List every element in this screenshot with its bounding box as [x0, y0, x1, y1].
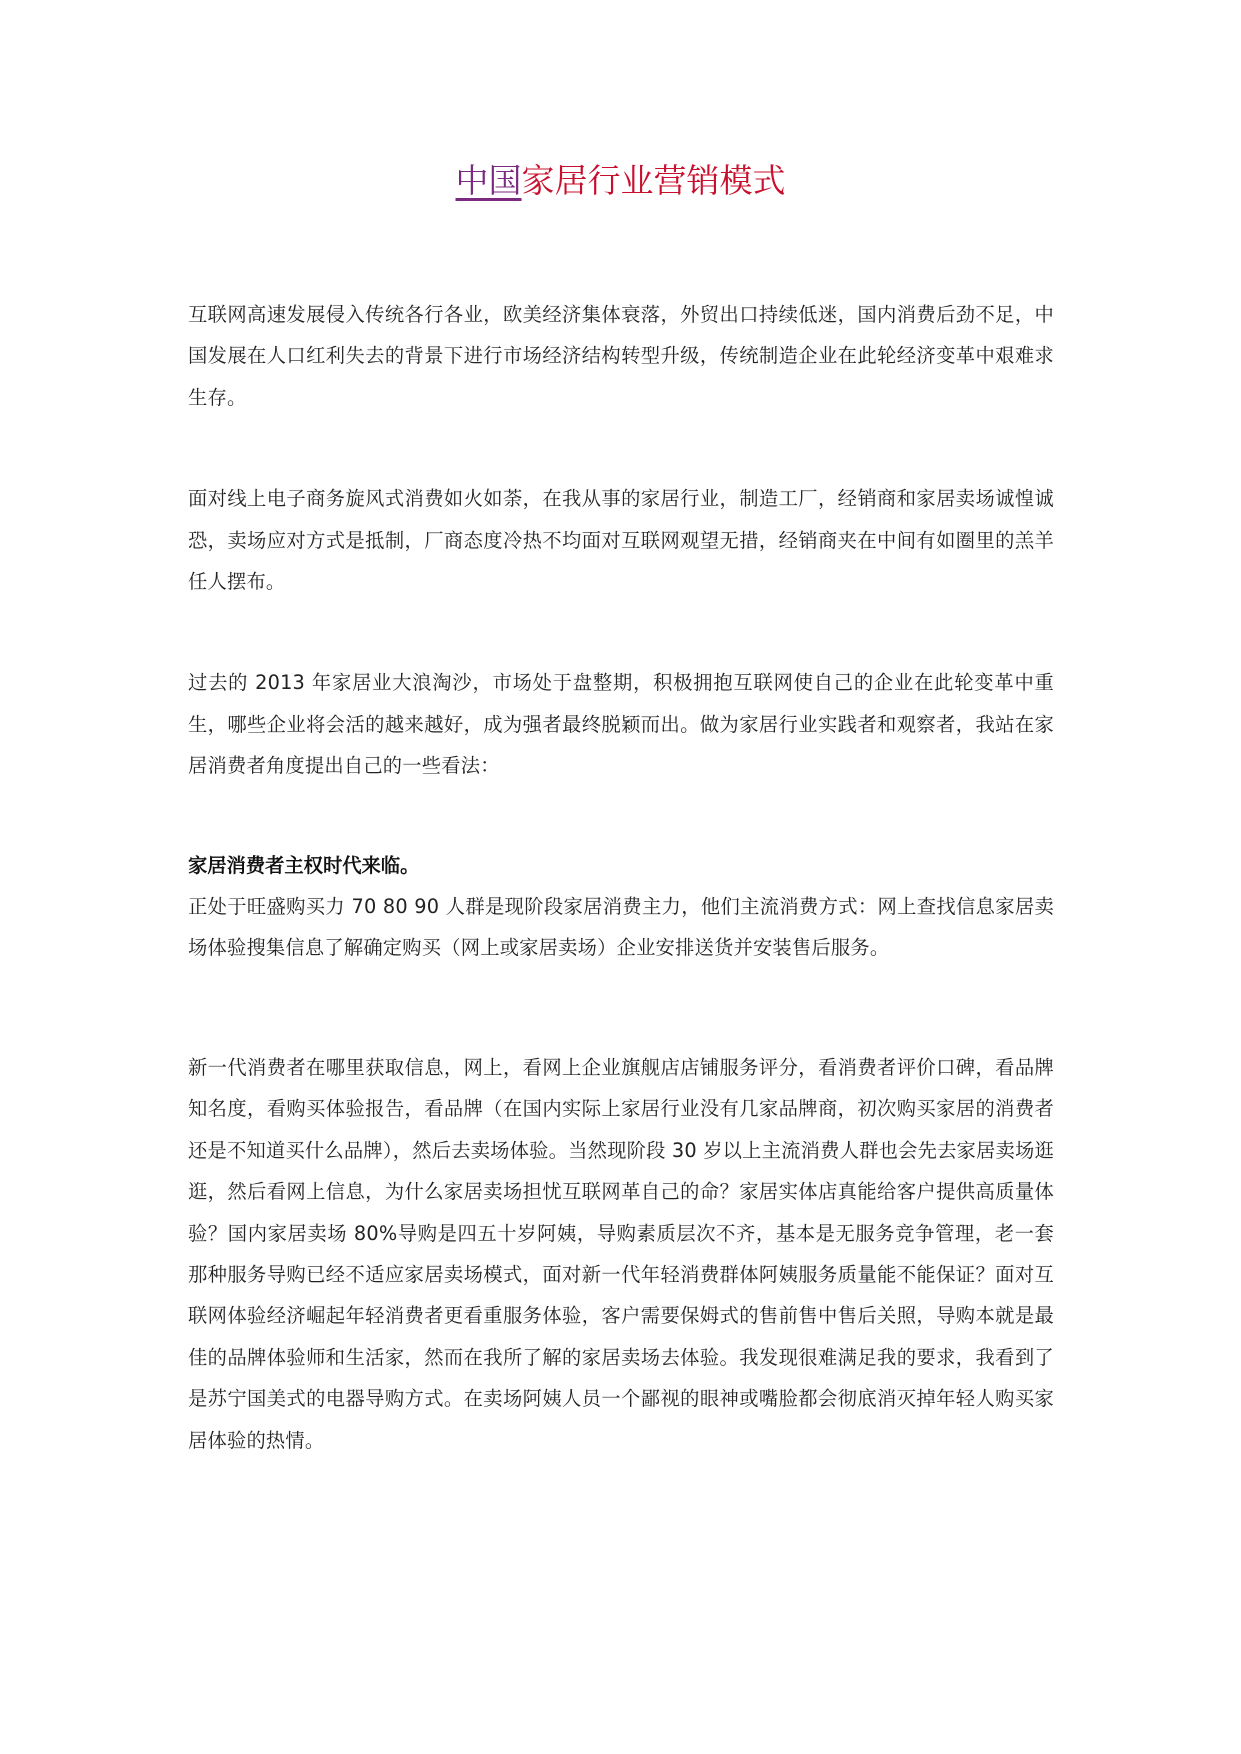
- title-link[interactable]: 中国: [455, 161, 522, 200]
- document-body: [188, 294, 1054, 1461]
- document-title: [0, 158, 1241, 204]
- paragraph-2013: 过去的 2013 年家居业大浪淘沙，市场处于盘整期，积极拥抱互联网使自己的企业在此轮变革中重生，哪些企业将会活的越来越好，成为强者最终脱颖而出。做为家居行业实践者和观察者，我站在家居消费者角度提出自己的一些看法：: [188, 671, 1054, 778]
- section-heading: 家居消费者主权时代来临。: [188, 853, 420, 877]
- paragraph-consumers: 正处于旺盛购买力 70 80 90 人群是现阶段家居消费主力，他们主流消费方式：网上查找信息家居卖场体验搜集信息了解确定购买（网上或家居卖场）企业安排送货并安装售后服务。: [188, 895, 1054, 960]
- paragraph-ecommerce: 面对线上电子商务旋风式消费如火如荼，在我从事的家居行业，制造工厂，经销商和家居卖场诚惶诚恐，卖场应对方式是抵制，厂商态度冷热不均面对互联网观望无措，经销商夹在中间有如圈里的羔羊任人摆布。: [188, 487, 1054, 594]
- title-text: 家居行业营销模式: [521, 161, 786, 200]
- paragraph-experience: 新一代消费者在哪里获取信息，网上，看网上企业旗舰店店铺服务评分，看消费者评价口碑，看品牌知名度，看购买体验报告，看品牌（在国内实际上家居行业没有几家品牌商，初次购买家居的消费者还是不知道买什么品牌），然后去卖场体验。当然现阶段 30 岁以上主流消费人群也会先去家居卖场逛逛，然后看网上信息，为什么家居卖场担忧互联网革自己的命？家居实体店真能给客户提供高质量体验？国内家居卖场 80%导购是四五十岁阿姨，导购素质层次不齐，基本是无服务竞争管理，老一套那种服务导购已经不适应家居卖场模式，面对新一代年轻消费群体阿姨服务质量能不能保证？面对互联网体验经济崛起年轻消费者更看重服务体验，客户需要保姆式的售前售中售后关照，导购本就是最佳的品牌体验师和生活家，然而在我所了解的家居卖场去体验。我发现很难满足我的要求，我看到了是苏宁国美式的电器导购方式。在卖场阿姨人员一个鄙视的眼神或嘴脸都会彻底消灭掉年轻人购买家居体验的热情。: [188, 1055, 1054, 1452]
- paragraph-intro: 互联网高速发展侵入传统各行各业，欧美经济集体衰落，外贸出口持续低迷，国内消费后劲不足，中国发展在人口红利失去的背景下进行市场经济结构转型升级，传统制造企业在此轮经济变革中艰难求生存。: [188, 303, 1054, 409]
